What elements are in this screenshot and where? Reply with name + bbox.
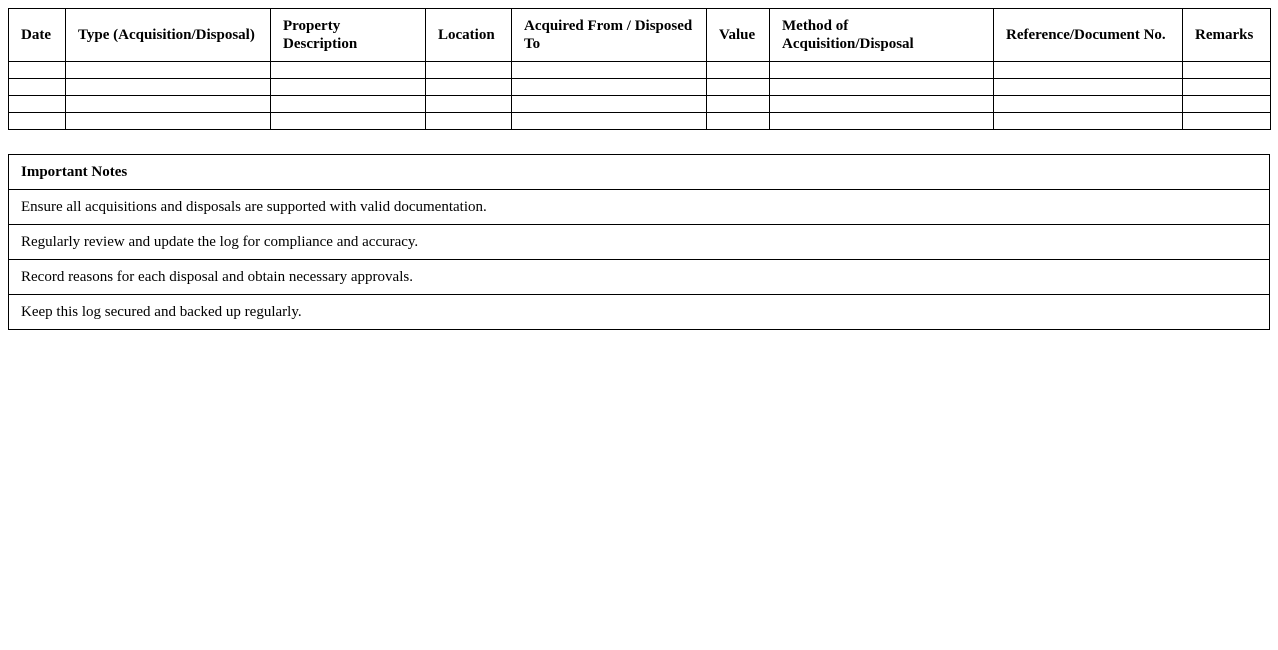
- table-cell[interactable]: [271, 79, 426, 96]
- header-method: Method of Acquisition/Disposal: [770, 9, 994, 62]
- table-cell[interactable]: [271, 96, 426, 113]
- header-reference: Reference/Document No.: [994, 9, 1183, 62]
- notes-title: Important Notes: [9, 155, 1270, 190]
- table-cell[interactable]: [271, 62, 426, 79]
- table-row: [9, 113, 1271, 130]
- important-notes-table: [8, 154, 1270, 330]
- property-log-table: [8, 8, 1271, 130]
- table-cell[interactable]: [707, 62, 770, 79]
- table-cell[interactable]: [9, 96, 66, 113]
- table-cell[interactable]: [1183, 62, 1271, 79]
- table-cell[interactable]: [426, 62, 512, 79]
- header-location: Location: [426, 9, 512, 62]
- table-cell[interactable]: [426, 96, 512, 113]
- table-cell[interactable]: [1183, 79, 1271, 96]
- table-header-row: [9, 9, 1271, 62]
- table-cell[interactable]: [9, 113, 66, 130]
- table-row: [9, 79, 1271, 96]
- table-cell[interactable]: [9, 62, 66, 79]
- table-cell[interactable]: [1183, 113, 1271, 130]
- table-cell[interactable]: [994, 96, 1183, 113]
- table-cell[interactable]: [770, 79, 994, 96]
- table-cell[interactable]: [426, 113, 512, 130]
- header-property-description: Property Description: [271, 9, 426, 62]
- table-cell[interactable]: [512, 79, 707, 96]
- table-cell[interactable]: [994, 113, 1183, 130]
- header-remarks: Remarks: [1183, 9, 1271, 62]
- table-cell[interactable]: [994, 79, 1183, 96]
- table-cell[interactable]: [707, 96, 770, 113]
- table-cell[interactable]: [512, 113, 707, 130]
- table-cell[interactable]: [426, 79, 512, 96]
- table-cell[interactable]: [770, 62, 994, 79]
- note-row: [9, 260, 1270, 295]
- table-cell[interactable]: [512, 96, 707, 113]
- table-cell[interactable]: [1183, 96, 1271, 113]
- note-item: Regularly review and update the log for compliance and accuracy.: [9, 225, 1270, 260]
- note-row: [9, 190, 1270, 225]
- header-acquired-from: Acquired From / Disposed To: [512, 9, 707, 62]
- table-cell[interactable]: [66, 79, 271, 96]
- header-type: Type (Acquisition/Disposal): [66, 9, 271, 62]
- header-date: Date: [9, 9, 66, 62]
- table-cell[interactable]: [707, 79, 770, 96]
- table-row: [9, 62, 1271, 79]
- note-item: Record reasons for each disposal and obtain necessary approvals.: [9, 260, 1270, 295]
- table-cell[interactable]: [66, 62, 271, 79]
- header-value: Value: [707, 9, 770, 62]
- table-cell[interactable]: [271, 113, 426, 130]
- table-cell[interactable]: [9, 79, 66, 96]
- table-cell[interactable]: [66, 113, 271, 130]
- table-cell[interactable]: [994, 62, 1183, 79]
- table-row: [9, 96, 1271, 113]
- table-cell[interactable]: [512, 62, 707, 79]
- table-cell[interactable]: [770, 96, 994, 113]
- note-item: Ensure all acquisitions and disposals are supported with valid documentation.: [9, 190, 1270, 225]
- note-row: [9, 295, 1270, 330]
- table-cell[interactable]: [707, 113, 770, 130]
- table-cell[interactable]: [770, 113, 994, 130]
- note-item: Keep this log secured and backed up regularly.: [9, 295, 1270, 330]
- note-row: [9, 225, 1270, 260]
- notes-header-row: [9, 155, 1270, 190]
- table-cell[interactable]: [66, 96, 271, 113]
